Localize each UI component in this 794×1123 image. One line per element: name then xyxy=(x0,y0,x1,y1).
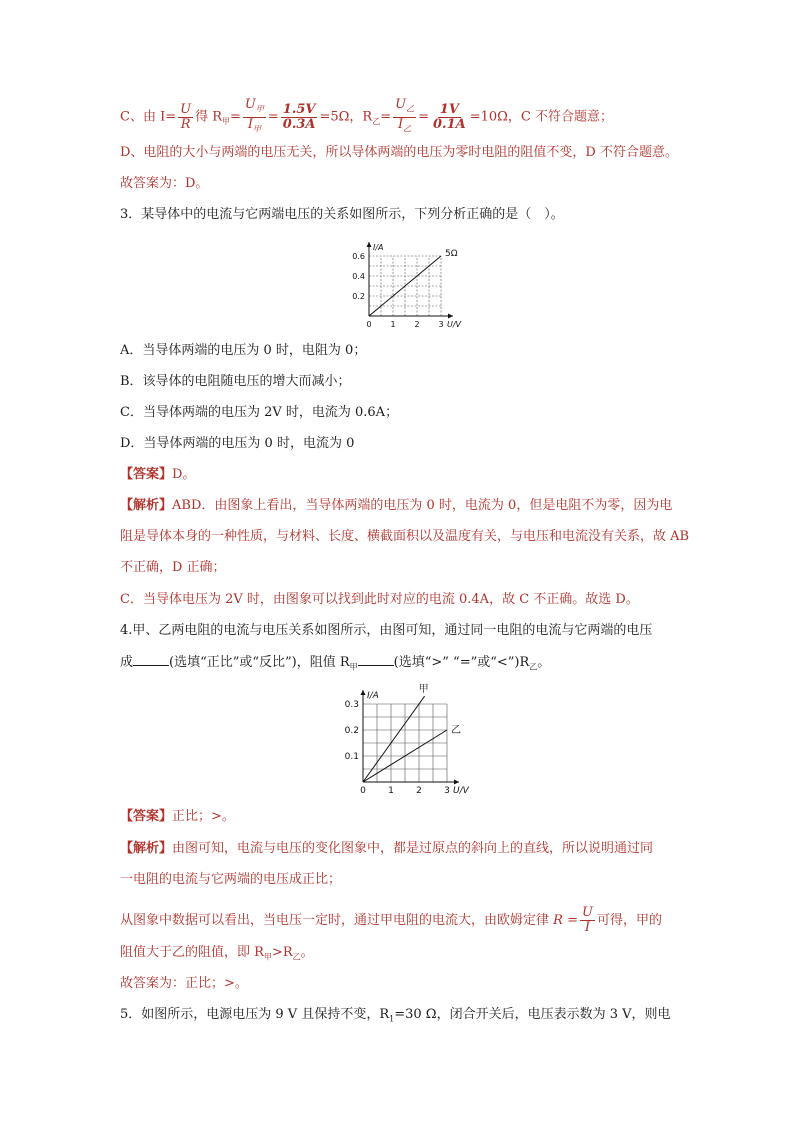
q3-analysis-3: 不正确，D 正确； xyxy=(120,560,226,575)
q3-option-a: A．当导体两端的电压为 0 时，电阻为 0； xyxy=(120,343,367,358)
fraction-1v-over-0.1a: $\frac{1V}{0.1A}$ xyxy=(433,101,466,132)
x-tick-label: 2 xyxy=(414,320,420,329)
y-tick-label: 0.2 xyxy=(344,726,359,736)
q4-blank-2[interactable] xyxy=(358,653,394,666)
x-axis-label: U/V xyxy=(447,320,462,329)
q4-analysis-1: 【解析】由图可知，电流与电压的变化图象中，都是过原点的斜向上的直线，所以说明通过同 xyxy=(120,841,654,856)
q3-analysis-2: 阻是导体本身的一种性质，与材料、长度、横截面积以及温度有关，与电压和电流没有关系，故 AB xyxy=(120,529,690,544)
q4-stem-1: 4.甲、乙两电阻的电流与电压关系如图所示，由图可知，通过同一电阻的电流与它两端的电压 xyxy=(120,623,653,638)
y-tick-label: 0.6 xyxy=(352,252,365,261)
x-tick-label: 3 xyxy=(438,320,444,329)
fraction-u-yi-over-i-yi: $\frac{U_乙}{I_乙}$ xyxy=(395,97,415,134)
fraction-u-over-i: $\frac{U}{I}$ xyxy=(581,905,593,935)
x-tick-label: 3 xyxy=(444,786,450,796)
fraction-1.5v-over-0.3a: $\frac{1.5V}{0.3A}$ xyxy=(282,101,316,132)
q3-option-d: D．当导体两端的电压为 0 时，电流为 0 xyxy=(120,436,355,451)
answer-1: 故答案为：D。 xyxy=(120,176,209,191)
y-axis-arrow xyxy=(361,690,366,695)
y-tick-label: 0.3 xyxy=(344,700,359,710)
fraction-u-over-r: $\frac{U}{R}$ xyxy=(180,101,192,132)
q4-stem-2: 成 (选填“正比”或“反比”)，阻值 $R_甲$ (选填“>” “=”或“$<”)R_乙$。 xyxy=(120,655,551,672)
y-axis-arrow xyxy=(367,242,372,247)
series-label: 乙 xyxy=(451,725,461,736)
y-axis-label: I/A xyxy=(367,691,379,701)
q3-stem: 3．某导体中的电流与它两端电压的关系如图所示，下列分析正确的是（ ）。 xyxy=(120,207,564,222)
chart-q3 xyxy=(345,234,475,330)
chart-q4 xyxy=(335,682,485,804)
x-tick-label: 2 xyxy=(416,786,422,796)
q4-analysis-3: 从图象中数据可以看出，当电压一定时，通过甲电阻的电流大，由欧姆定律 R = $\frac{U}{I}$ 可得，甲的 xyxy=(120,905,662,935)
y-tick-label: 0.1 xyxy=(344,752,359,762)
q3-option-b: B．该导体的电阻随电压的增大而减小； xyxy=(120,374,351,389)
series-label: 5Ω xyxy=(445,249,458,259)
series-label: 甲 xyxy=(418,684,429,696)
q3-analysis-4: C．当导体电压为 2V 时，由图象可以找到此时对应的电流 0.4A，故 C 不正确。故选 D。 xyxy=(120,592,639,607)
x-tick-label: 0 xyxy=(366,320,372,329)
y-tick-label: 0.4 xyxy=(352,272,365,281)
q4-analysis-4: 阻值大于乙的阻值，即 $R_甲>R_乙$。 xyxy=(120,945,314,962)
x-tick-label: 1 xyxy=(390,320,396,329)
q3-analysis-1: 【解析】ABD．由图象上看出，当导体两端的电压为 0 时，电流为 0，但是电阻不为零，因为电 xyxy=(120,498,673,513)
q4-answer: 【答案】正比；>。 xyxy=(120,809,235,824)
y-tick-label: 0.2 xyxy=(352,292,365,301)
q3-answer: 【答案】D。 xyxy=(120,467,196,482)
q5-stem: 5．如图所示，电源电压为 9 V 且保持不变，$R_1=30$ Ω，闭合开关后，电压表示数为 3 V，则电 xyxy=(120,1007,671,1024)
y-axis-label: I/A xyxy=(373,243,384,252)
line-c: C、由 I= $\frac{U}{R}$ 得 $R_甲=$ $\frac{U_甲}{I_甲}$ = $\frac{1.5V}{0.3A}$ =5Ω，$R_乙=$ $\frac{U_乙}{I_乙}$ = $\frac{1V}{0.1A}$ =10Ω，C 不符合题意； xyxy=(120,98,613,136)
x-tick-label: 1 xyxy=(388,786,394,796)
fraction-u-jia-over-i-jia: $\frac{U_甲}{I_甲}$ xyxy=(244,97,264,134)
answer-2: 故答案为：正比；>。 xyxy=(120,976,248,991)
q4-blank-1[interactable] xyxy=(133,653,169,666)
line-d: D、电阻的大小与两端的电压无关，所以导体两端的电压为零时电阻的阻值不变，D 不符合题意。 xyxy=(120,145,678,160)
x-axis-arrow xyxy=(448,314,453,319)
q3-option-c: C．当导体两端的电压为 2V 时，电流为 0.6A； xyxy=(120,405,399,420)
q4-analysis-2: 一电阻的电流与它两端的电压成正比； xyxy=(120,872,342,887)
x-axis-arrow xyxy=(454,780,459,785)
x-axis-label: U/V xyxy=(453,786,469,796)
x-tick-label: 0 xyxy=(360,786,366,796)
